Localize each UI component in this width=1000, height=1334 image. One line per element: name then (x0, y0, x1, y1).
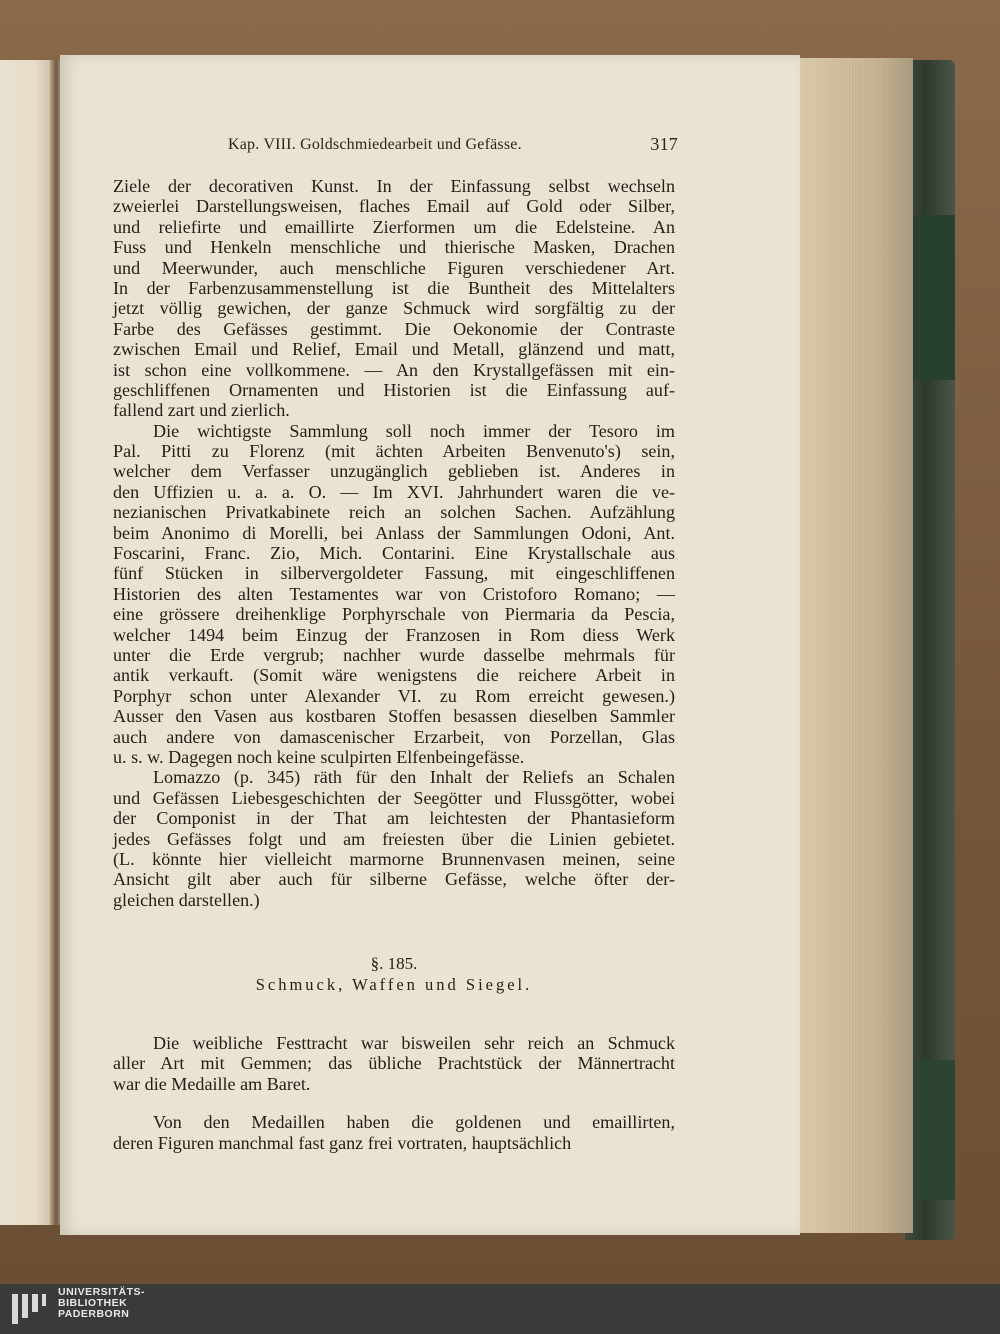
text-line: In der Farbenzusammenstellung ist die Buntheit des Mittelalters (113, 277, 675, 298)
text-line: der Componist in der That am leichtesten der Phantasieform (113, 808, 675, 829)
library-name (58, 1287, 145, 1320)
text-line: aller Art mit Gemmen; das übliche Prachtstück der Männertracht (113, 1053, 675, 1074)
text-line: Farbe des Gefässes gestimmt. Die Oekonomie der Contraste (113, 318, 675, 339)
text-line: (L. könnte hier vielleicht marmorne Brunnenvasen meinen, seine (113, 848, 675, 869)
paragraph (113, 767, 675, 910)
text-line: geschliffenen Ornamenten und Historien ist die Einfassung auf- (113, 379, 675, 400)
chapter-title: Kap. VIII. Goldschmiedearbeit und Gefässe. (228, 136, 522, 153)
text-line: Lomazzo (p. 345) räth für den Inhalt der Reliefs an Schalen (153, 767, 675, 788)
paragraph (113, 421, 675, 768)
text-line: fallend zart und zierlich. (113, 400, 290, 421)
library-logo-icon (10, 1290, 48, 1330)
text-line: deren Figuren manchmal fast ganz frei vortraten, hauptsächlich (113, 1132, 572, 1153)
text-line: beim Anonimo di Morelli, bei Anlass der Sammlungen Odoni, Ant. (113, 522, 675, 543)
text-line: Ansicht gilt aber auch für silberne Gefässe, welche öfter der- (113, 869, 675, 890)
text-line: Porphyr schon unter Alexander VI. zu Rom erreicht gewesen.) (113, 685, 675, 706)
text-line: ist schon eine vollkommene. — An den Krystallgefässen mit ein- (113, 359, 675, 380)
library-name-line: PADERBORN (58, 1308, 130, 1320)
text-line: und Gefässen Liebesgeschichten der Seegötter und Flussgötter, wobei (113, 787, 675, 808)
text-line: Fuss und Henkeln menschliche und thierische Masken, Drachen (113, 237, 675, 258)
text-line: Historien des alten Testamentes war von Cristoforo Romano; — (113, 583, 675, 604)
library-name-line: BIBLIOTHEK (58, 1297, 128, 1309)
section-text (113, 1015, 675, 1171)
page-stack-edges (795, 58, 913, 1233)
text-line: u. s. w. Dagegen noch keine sculpirten Elfenbeingefässe. (113, 746, 525, 767)
text-line: Die weibliche Festtracht war bisweilen sehr reich an Schmuck (153, 1033, 675, 1054)
running-head (228, 134, 678, 158)
text-line: Ausser den Vasen aus kostbaren Stoffen besassen dieselben Sammler (113, 706, 675, 727)
text-line: zweierlei Darstellungsweisen, flaches Email auf Gold oder Silber, (113, 196, 675, 217)
text-line: welcher dem Verfasser unzugänglich geblieben ist. Anderes in (113, 461, 675, 482)
text-line: gleichen darstellen.) (113, 889, 260, 910)
text-line: auch andere von damascenischer Erzarbeit, von Porzellan, Glas (113, 726, 675, 747)
text-line: Pal. Pitti zu Florenz (mit ächten Arbeiten Benvenuto's) sein, (113, 441, 675, 462)
text-line: Ziele der decorativen Kunst. In der Einfassung selbst wechseln (113, 176, 675, 196)
text-line: Die wichtigste Sammlung soll noch immer der Tesoro im (153, 420, 675, 441)
text-line: und Meerwunder, auch menschliche Figuren verschiedener Art. (113, 257, 675, 278)
text-line: zwischen Email und Relief, Email und Metall, glänzend und matt, (113, 339, 675, 360)
paragraph (113, 1033, 675, 1094)
text-line: Von den Medaillen haben die goldenen und emaillirten, (153, 1112, 675, 1133)
text-line: den Uffizien u. a. a. O. — Im XVI. Jahrhundert waren die ve- (113, 481, 675, 502)
paragraph (113, 176, 675, 421)
section-number: §. 185. (370, 954, 418, 973)
section-title: Schmuck, Waffen und Siegel. (255, 975, 533, 994)
text-line: antik verkauft. (Somit wäre wenigstens die reichere Arbeit in (113, 665, 675, 686)
text-line: unter die Erde vergrub; nachher wurde dasselbe mehrmals für (113, 644, 675, 665)
library-footer (0, 1284, 1000, 1334)
text-line: jetzt völlig gewichen, der ganze Schmuck wird sorgfältig zu der (113, 298, 675, 319)
main-text (113, 176, 675, 910)
text-line: Foscarini, Franc. Zio, Mich. Contarini. Eine Krystallschale aus (113, 543, 675, 564)
text-line: nezianischen Privatkabinete reich an solchen Sachen. Aufzählung (113, 502, 675, 523)
text-line: jedes Gefässes folgt und am freiesten über die Linien gebietet. (113, 828, 675, 849)
text-line: und reliefirte und emaillirte Zierformen um die Edelsteine. An (113, 216, 675, 237)
page-number: 317 (650, 134, 678, 154)
paragraph (113, 1112, 675, 1153)
text-line: eine grössere dreihenklige Porphyrschale von Piermaria da Pescia, (113, 604, 675, 625)
text-line: welcher 1494 beim Einzug der Franzosen in Rom diess Werk (113, 624, 675, 645)
text-line: fünf Stücken in silbervergoldeter Fassung, mit eingeschliffenen (113, 563, 675, 584)
text-line: war die Medaille am Baret. (113, 1073, 311, 1094)
library-name-line: UNIVERSITÄTS- (58, 1286, 146, 1298)
